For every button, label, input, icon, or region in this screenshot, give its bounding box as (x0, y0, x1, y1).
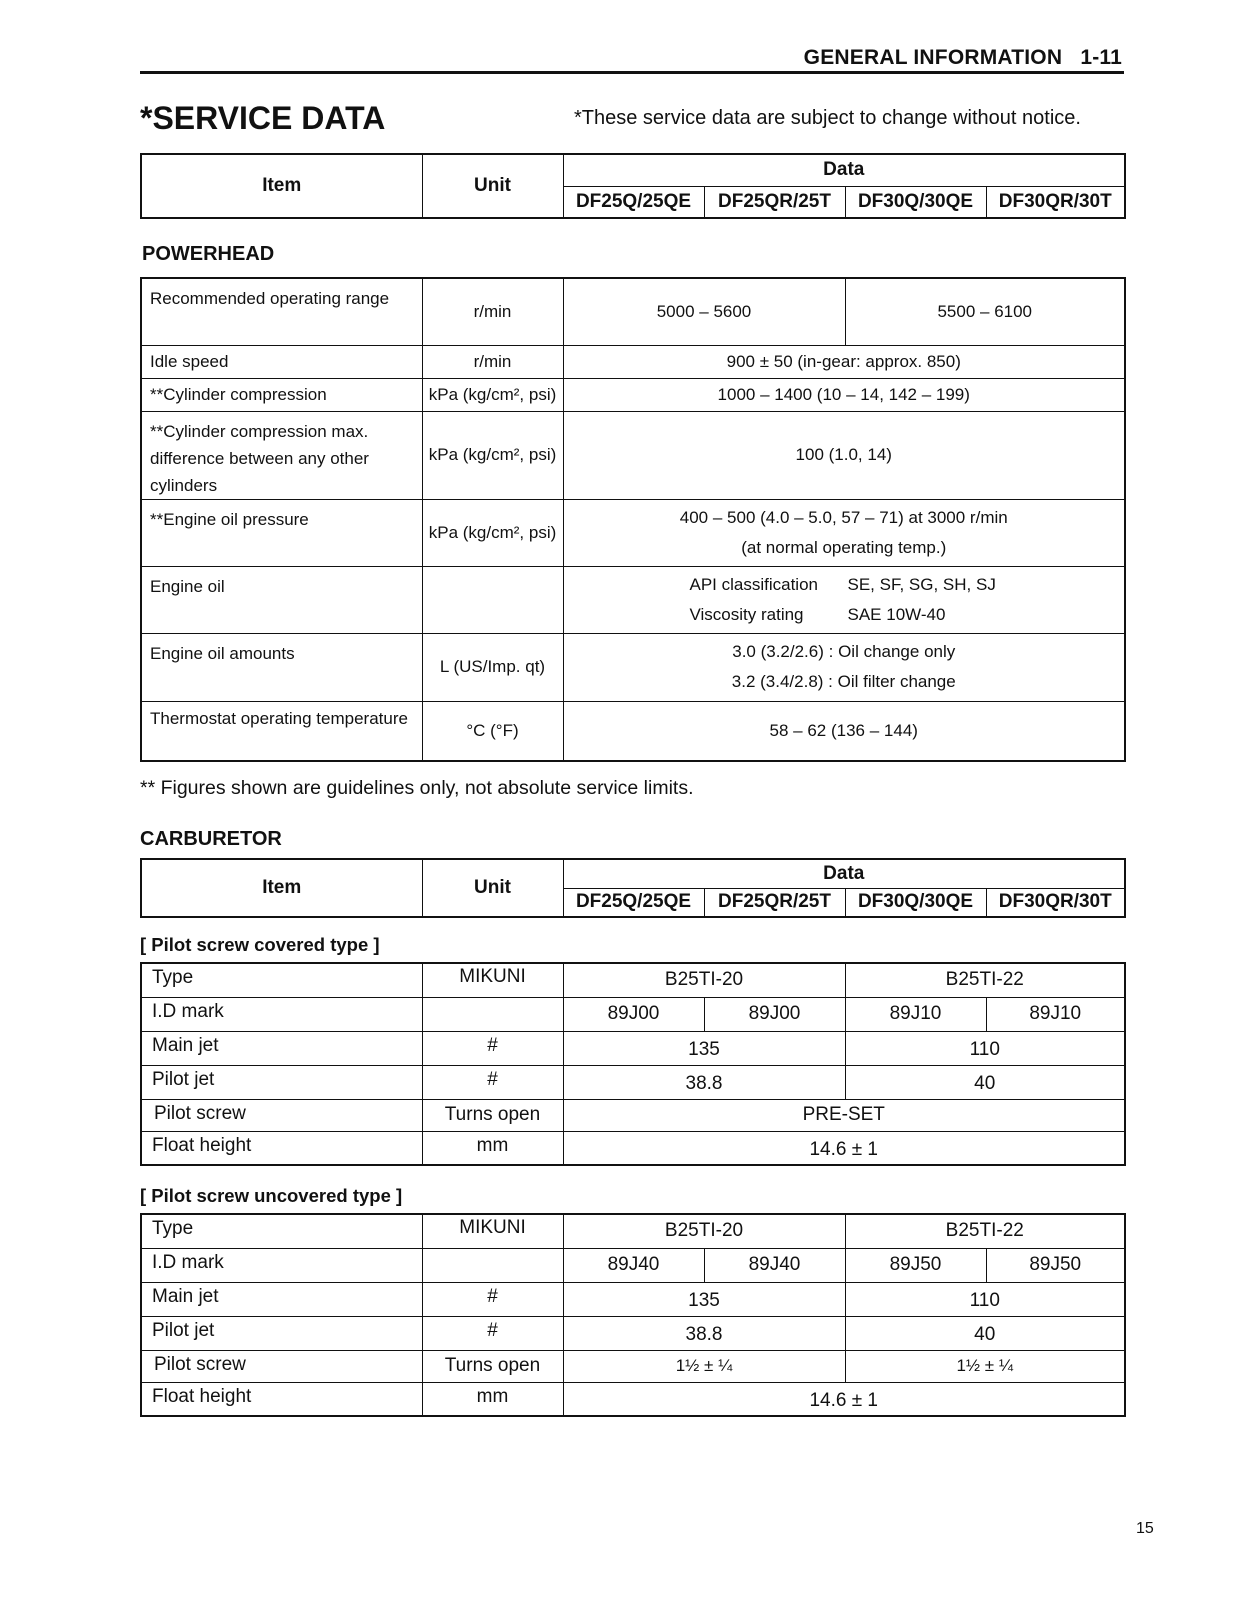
row-item: I.D mark (141, 997, 422, 1031)
row-item: Type (141, 1214, 422, 1248)
row-value: 110 (845, 1031, 1125, 1065)
row-value: 1000 – 1400 (10 – 14, 142 – 199) (563, 378, 1125, 411)
row-value: 1½ ± ¼ (845, 1350, 1125, 1382)
column-header-table (140, 153, 1126, 219)
row-value: B25TI-20 (563, 963, 845, 997)
value-line: 3.0 (3.2/2.6) : Oil change only (732, 642, 956, 661)
table-row (141, 411, 1125, 499)
table-row (141, 1065, 1125, 1099)
row-unit: # (422, 1282, 563, 1316)
value-line: 3.2 (3.4/2.8) : Oil filter change (731, 672, 956, 691)
model-header: DF25QR/25T (704, 888, 845, 917)
row-unit: # (422, 1031, 563, 1065)
row-value: B25TI-22 (845, 1214, 1125, 1248)
row-value: 100 (1.0, 14) (563, 411, 1125, 499)
row-unit: kPa (kg/cm², psi) (422, 378, 563, 411)
header-page-ref: 1-11 (1080, 46, 1122, 69)
row-value: 89J10 (986, 997, 1125, 1031)
value-line: (at normal operating temp.) (741, 537, 947, 557)
header-rule (140, 71, 1124, 74)
row-item: Type (141, 963, 422, 997)
row-value: 40 (845, 1316, 1125, 1350)
row-unit: kPa (kg/cm², psi) (422, 499, 563, 566)
subsection-title-uncovered: [ Pilot screw uncovered type ] (140, 1185, 403, 1206)
row-item: Pilot jet (141, 1316, 422, 1350)
unit-header: Unit (422, 154, 563, 218)
model-header: DF30Q/30QE (845, 888, 986, 917)
row-value: 1½ ± ¼ (563, 1350, 845, 1382)
row-unit: L (US/Imp. qt) (422, 633, 563, 701)
row-value: B25TI-22 (845, 963, 1125, 997)
table-row (141, 1099, 1125, 1131)
row-unit: MIKUNI (422, 1214, 563, 1248)
model-header: DF30Q/30QE (845, 186, 986, 218)
row-item: Main jet (141, 1031, 422, 1065)
row-unit: # (422, 1316, 563, 1350)
table-row (141, 1382, 1125, 1416)
unit-header: Unit (422, 859, 563, 917)
table-row (141, 1131, 1125, 1165)
model-header: DF30QR/30T (986, 186, 1125, 218)
model-header: DF30QR/30T (986, 888, 1125, 917)
row-item: Thermostat operating temperature (141, 701, 422, 761)
row-unit: r/min (422, 345, 563, 378)
page-number: 15 (1136, 1520, 1154, 1537)
table-row (141, 701, 1125, 761)
section-title-powerhead: POWERHEAD (142, 243, 275, 265)
row-unit: Turns open (422, 1350, 563, 1382)
table-row (141, 1350, 1125, 1382)
row-unit: # (422, 1065, 563, 1099)
row-value (563, 499, 1125, 566)
section-title-carburetor: CARBURETOR (140, 828, 282, 850)
row-value: 89J00 (704, 997, 845, 1031)
row-value: 58 – 62 (136 – 144) (563, 701, 1125, 761)
row-unit: Turns open (422, 1099, 563, 1131)
footnote: ** Figures shown are guidelines only, not absolute service limits. (140, 777, 694, 799)
table-row (141, 1316, 1125, 1350)
row-value: 89J50 (986, 1248, 1125, 1282)
row-unit: kPa (kg/cm², psi) (422, 411, 563, 499)
table-row (141, 278, 1125, 345)
row-value: 38.8 (563, 1065, 845, 1099)
value-line: 400 – 500 (4.0 – 5.0, 57 – 71) at 3000 r/min (679, 507, 1008, 527)
powerhead-table (140, 277, 1126, 762)
row-item: Recommended operating range (141, 278, 422, 345)
running-header (804, 46, 1122, 70)
header-title: GENERAL INFORMATION (803, 46, 1063, 69)
row-item: **Engine oil pressure (141, 499, 422, 566)
table-row (141, 566, 1125, 633)
row-value: 89J10 (845, 997, 986, 1031)
row-unit (422, 997, 563, 1031)
row-item: Pilot screw (141, 1350, 422, 1382)
viscosity-rating: Viscosity rating SAE 10W-40 (689, 604, 946, 624)
row-unit: mm (422, 1382, 563, 1416)
pilot-screw-covered-table (140, 962, 1126, 1166)
row-unit: °C (°F) (422, 701, 563, 761)
table-row (141, 1248, 1125, 1282)
table-row (141, 633, 1125, 701)
row-unit: r/min (422, 278, 563, 345)
row-item: Float height (141, 1131, 422, 1165)
row-value (563, 566, 1125, 633)
table-row (141, 1214, 1125, 1248)
table-row (141, 378, 1125, 411)
row-item: I.D mark (141, 1248, 422, 1282)
row-value: 900 ± 50 (in-gear: approx. 850) (563, 345, 1125, 378)
row-value: 14.6 ± 1 (563, 1131, 1125, 1165)
row-unit (422, 566, 563, 633)
row-value: 89J40 (704, 1248, 845, 1282)
table-row (141, 1031, 1125, 1065)
row-item: Pilot screw (141, 1099, 422, 1131)
row-item: Engine oil amounts (141, 633, 422, 701)
page-title: *SERVICE DATA (140, 100, 386, 136)
row-value (563, 633, 1125, 701)
table-row (141, 499, 1125, 566)
row-unit: MIKUNI (422, 963, 563, 997)
table-row (141, 1282, 1125, 1316)
model-header: DF25QR/25T (704, 186, 845, 218)
row-item: Engine oil (141, 566, 422, 633)
row-unit (422, 1248, 563, 1282)
row-value: 38.8 (563, 1316, 845, 1350)
row-value: 89J00 (563, 997, 704, 1031)
row-value: 14.6 ± 1 (563, 1382, 1125, 1416)
row-item: Main jet (141, 1282, 422, 1316)
pilot-screw-uncovered-table (140, 1213, 1126, 1417)
item-header: Item (141, 859, 422, 917)
row-value: 5000 – 5600 (563, 278, 845, 345)
model-header: DF25Q/25QE (563, 888, 704, 917)
table-row (141, 997, 1125, 1031)
row-item: Float height (141, 1382, 422, 1416)
data-header: Data (563, 859, 1125, 888)
row-value: PRE-SET (563, 1099, 1125, 1131)
row-unit: mm (422, 1131, 563, 1165)
row-value: B25TI-20 (563, 1214, 845, 1248)
row-value: 89J40 (563, 1248, 704, 1282)
model-header: DF25Q/25QE (563, 186, 704, 218)
notice-text: *These service data are subject to change without notice. (574, 107, 1081, 129)
row-value: 40 (845, 1065, 1125, 1099)
row-value: 110 (845, 1282, 1125, 1316)
subsection-title-covered: [ Pilot screw covered type ] (140, 934, 380, 955)
row-value: 89J50 (845, 1248, 986, 1282)
row-item: Pilot jet (141, 1065, 422, 1099)
row-item: **Cylinder compression max. difference between any other cylinders (141, 411, 422, 499)
row-value: 135 (563, 1282, 845, 1316)
api-classification: API classification SE, SF, SG, SH, SJ (689, 574, 996, 594)
table-row (141, 963, 1125, 997)
row-value: 135 (563, 1031, 845, 1065)
column-header-table (140, 858, 1126, 918)
table-row (141, 345, 1125, 378)
row-item: **Cylinder compression (141, 378, 422, 411)
row-item: Idle speed (141, 345, 422, 378)
data-header: Data (563, 154, 1125, 186)
item-header: Item (141, 154, 422, 218)
row-value: 5500 – 6100 (845, 278, 1125, 345)
